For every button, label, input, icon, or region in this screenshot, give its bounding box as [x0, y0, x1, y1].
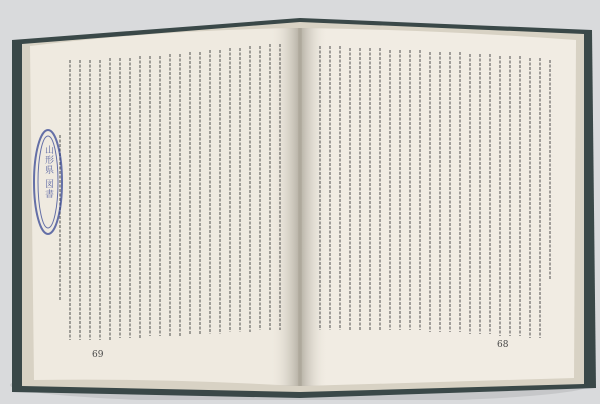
stamp-text: 山形県 図書 [43, 145, 53, 199]
right-page [302, 28, 576, 386]
right-page-number: 68 [497, 340, 509, 350]
left-page-number: 69 [92, 350, 104, 360]
